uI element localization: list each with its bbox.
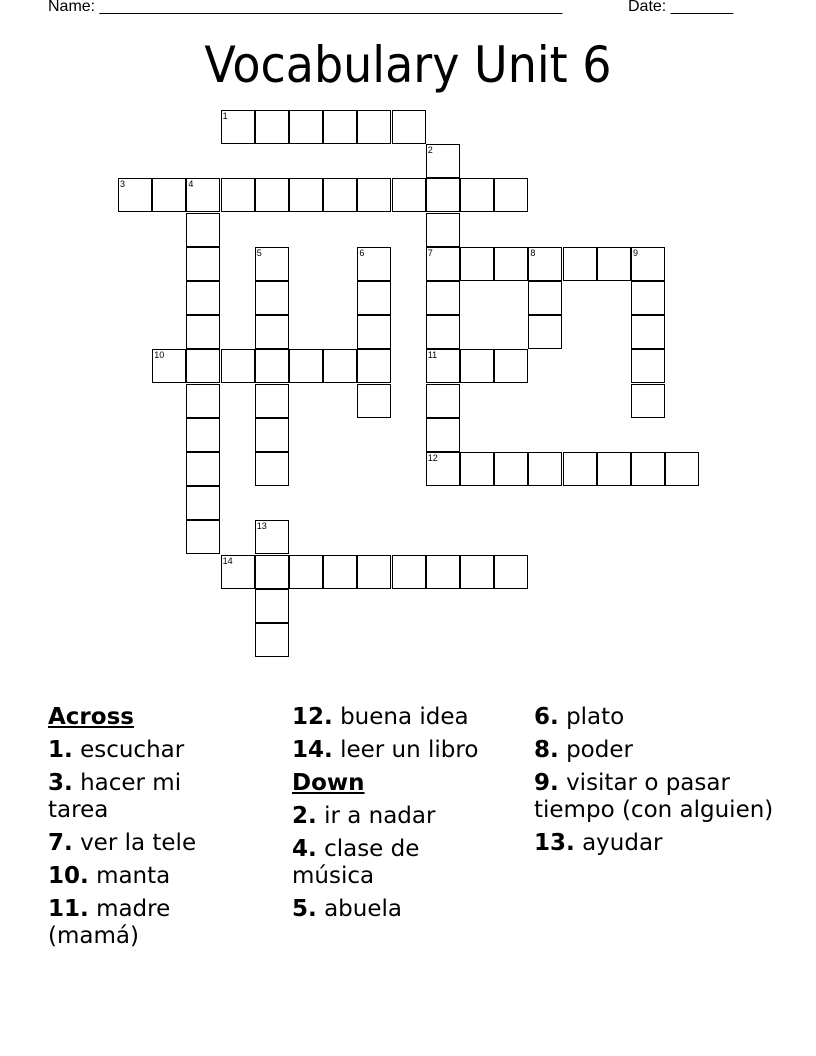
clue-across-12	[292, 704, 527, 731]
clue-text: visitar o pasar tiempo (con alguien)	[534, 770, 774, 823]
crossword-cell[interactable]	[186, 452, 220, 486]
crossword-cell[interactable]	[186, 486, 220, 520]
crossword-cell[interactable]	[255, 520, 289, 554]
clue-text: ver la tele	[80, 830, 197, 856]
crossword-cell[interactable]	[426, 418, 460, 452]
clue-down-4	[292, 836, 452, 890]
crossword-cell[interactable]	[357, 555, 391, 589]
clue-number: 9.	[534, 770, 559, 796]
crossword-cell[interactable]	[186, 247, 220, 281]
crossword-cell[interactable]	[426, 349, 460, 383]
clue-number: 14.	[292, 737, 333, 763]
crossword-cell[interactable]	[460, 349, 494, 383]
crossword-cell[interactable]	[255, 247, 289, 281]
crossword-cell[interactable]	[426, 213, 460, 247]
crossword-cell[interactable]	[392, 178, 426, 212]
cell-number: 6	[359, 247, 365, 258]
crossword-cell[interactable]	[289, 349, 323, 383]
crossword-cell[interactable]	[255, 281, 289, 315]
crossword-cell[interactable]	[392, 555, 426, 589]
clue-number: 5.	[292, 896, 317, 922]
crossword-cell[interactable]	[255, 623, 289, 657]
across-heading: Across	[48, 704, 134, 730]
clue-column-1	[48, 704, 278, 956]
clue-text: buena idea	[340, 704, 469, 730]
cell-number: 8	[530, 247, 536, 258]
crossword-cell[interactable]	[289, 555, 323, 589]
clue-text: madre (mamá)	[48, 896, 171, 949]
crossword-cell[interactable]	[289, 178, 323, 212]
crossword-cell[interactable]	[221, 349, 255, 383]
crossword-cell[interactable]	[357, 110, 391, 144]
cell-number: 14	[222, 555, 233, 566]
crossword-cell[interactable]	[631, 247, 665, 281]
crossword-cell[interactable]	[494, 555, 528, 589]
crossword-cell[interactable]	[460, 555, 494, 589]
clue-down-5	[292, 896, 527, 923]
clue-down-6	[534, 704, 774, 731]
crossword-cell[interactable]	[631, 281, 665, 315]
crossword-cell[interactable]	[186, 349, 220, 383]
clue-text: manta	[96, 863, 171, 889]
cell-number: 13	[256, 521, 267, 532]
crossword-cell[interactable]	[597, 452, 631, 486]
crossword-cell[interactable]	[357, 315, 391, 349]
crossword-cell[interactable]	[528, 247, 562, 281]
crossword-cell[interactable]	[631, 349, 665, 383]
clue-text: ir a nadar	[324, 803, 436, 829]
clue-text: hacer mi tarea	[48, 770, 182, 823]
name-field-label: Name: ____________________________________________________	[48, 0, 563, 15]
crossword-cell[interactable]	[255, 178, 289, 212]
crossword-cell[interactable]	[255, 315, 289, 349]
crossword-cell[interactable]	[460, 178, 494, 212]
clue-across-14	[292, 737, 527, 764]
crossword-cell[interactable]	[426, 452, 460, 486]
crossword-cell[interactable]	[323, 349, 357, 383]
clue-number: 7.	[48, 830, 73, 856]
crossword-cell[interactable]	[152, 178, 186, 212]
clue-number: 4.	[292, 836, 317, 862]
crossword-cell[interactable]	[563, 452, 597, 486]
crossword-cell[interactable]	[357, 281, 391, 315]
crossword-cell[interactable]	[323, 110, 357, 144]
crossword-cell[interactable]	[323, 178, 357, 212]
date-field-label: Date: _______	[628, 0, 733, 15]
crossword-cell[interactable]	[323, 555, 357, 589]
clue-down-13	[534, 830, 774, 857]
cell-number: 10	[154, 350, 165, 361]
clue-text: escuchar	[80, 737, 185, 763]
crossword-cell[interactable]	[665, 452, 699, 486]
crossword-cell[interactable]	[186, 213, 220, 247]
crossword-cell[interactable]	[528, 452, 562, 486]
clue-text: leer un libro	[340, 737, 479, 763]
crossword-cell[interactable]	[426, 315, 460, 349]
crossword-cell[interactable]	[221, 110, 255, 144]
cell-number: 9	[633, 247, 639, 258]
crossword-cell[interactable]	[460, 247, 494, 281]
crossword-cell[interactable]	[221, 178, 255, 212]
crossword-cell[interactable]	[255, 384, 289, 418]
crossword-cell[interactable]	[597, 247, 631, 281]
page-title: Vocabulary Unit 6	[204, 36, 612, 94]
crossword-cell[interactable]	[118, 178, 152, 212]
crossword-cell[interactable]	[357, 247, 391, 281]
clue-across-10	[48, 863, 278, 890]
clue-text: clase de música	[292, 836, 420, 889]
crossword-cell[interactable]	[357, 178, 391, 212]
cell-number: 3	[120, 179, 126, 190]
clue-number: 2.	[292, 803, 317, 829]
cell-number: 5	[256, 247, 262, 258]
crossword-cell[interactable]	[426, 144, 460, 178]
clue-column-3	[534, 704, 774, 863]
cell-number: 7	[427, 247, 433, 258]
crossword-cell[interactable]	[494, 178, 528, 212]
cell-number: 12	[427, 453, 438, 463]
clue-across-3	[48, 770, 208, 824]
crossword-cell[interactable]	[186, 384, 220, 418]
clue-number: 8.	[534, 737, 559, 763]
crossword-cell[interactable]	[186, 315, 220, 349]
clue-down-2	[292, 803, 527, 830]
clue-text: abuela	[324, 896, 402, 922]
crossword-cell[interactable]	[255, 110, 289, 144]
crossword-cell[interactable]	[357, 349, 391, 383]
clue-column-2	[292, 704, 527, 929]
crossword-cell[interactable]	[426, 247, 460, 281]
crossword-cell[interactable]	[152, 349, 186, 383]
crossword-cell[interactable]	[528, 315, 562, 349]
clue-number: 6.	[534, 704, 559, 730]
crossword-cell[interactable]	[186, 281, 220, 315]
crossword-cell[interactable]	[186, 178, 220, 212]
clue-number: 3.	[48, 770, 73, 796]
crossword-cell[interactable]	[563, 247, 597, 281]
cell-number: 11	[427, 350, 438, 361]
crossword-cell[interactable]	[426, 178, 460, 212]
crossword-cell[interactable]	[221, 555, 255, 589]
crossword-cell[interactable]	[392, 110, 426, 144]
crossword-cell[interactable]	[357, 384, 391, 418]
crossword-cell[interactable]	[289, 110, 323, 144]
crossword-cell[interactable]	[255, 452, 289, 486]
crossword-cell[interactable]	[494, 247, 528, 281]
cell-number: 4	[188, 179, 194, 190]
clue-across-1	[48, 737, 278, 764]
cell-number: 1	[222, 111, 228, 121]
clue-down-8	[534, 737, 774, 764]
clue-text: poder	[566, 737, 633, 763]
clue-text: plato	[566, 704, 625, 730]
clue-down-9	[534, 770, 774, 824]
crossword-cell[interactable]	[255, 349, 289, 383]
clue-number: 13.	[534, 830, 575, 856]
crossword-cell[interactable]	[494, 452, 528, 486]
clue-across-11	[48, 896, 208, 950]
crossword-cell[interactable]	[186, 418, 220, 452]
clue-number: 10.	[48, 863, 89, 889]
clue-number: 11.	[48, 896, 89, 922]
crossword-cell[interactable]	[426, 281, 460, 315]
crossword-cell[interactable]	[426, 555, 460, 589]
cell-number: 2	[427, 145, 433, 156]
crossword-cell[interactable]	[255, 418, 289, 452]
crossword-cell[interactable]	[186, 520, 220, 554]
crossword-cell[interactable]	[460, 452, 494, 486]
crossword-cell[interactable]	[494, 349, 528, 383]
crossword-cell[interactable]	[255, 555, 289, 589]
crossword-cell[interactable]	[426, 384, 460, 418]
crossword-cell[interactable]	[631, 384, 665, 418]
clue-across-7	[48, 830, 278, 857]
clue-number: 12.	[292, 704, 333, 730]
clue-number: 1.	[48, 737, 73, 763]
clue-text: ayudar	[582, 830, 663, 856]
down-heading: Down	[292, 770, 365, 796]
crossword-cell[interactable]	[631, 315, 665, 349]
crossword-cell[interactable]	[528, 281, 562, 315]
crossword-cell[interactable]	[255, 589, 289, 623]
crossword-cell[interactable]	[631, 452, 665, 486]
